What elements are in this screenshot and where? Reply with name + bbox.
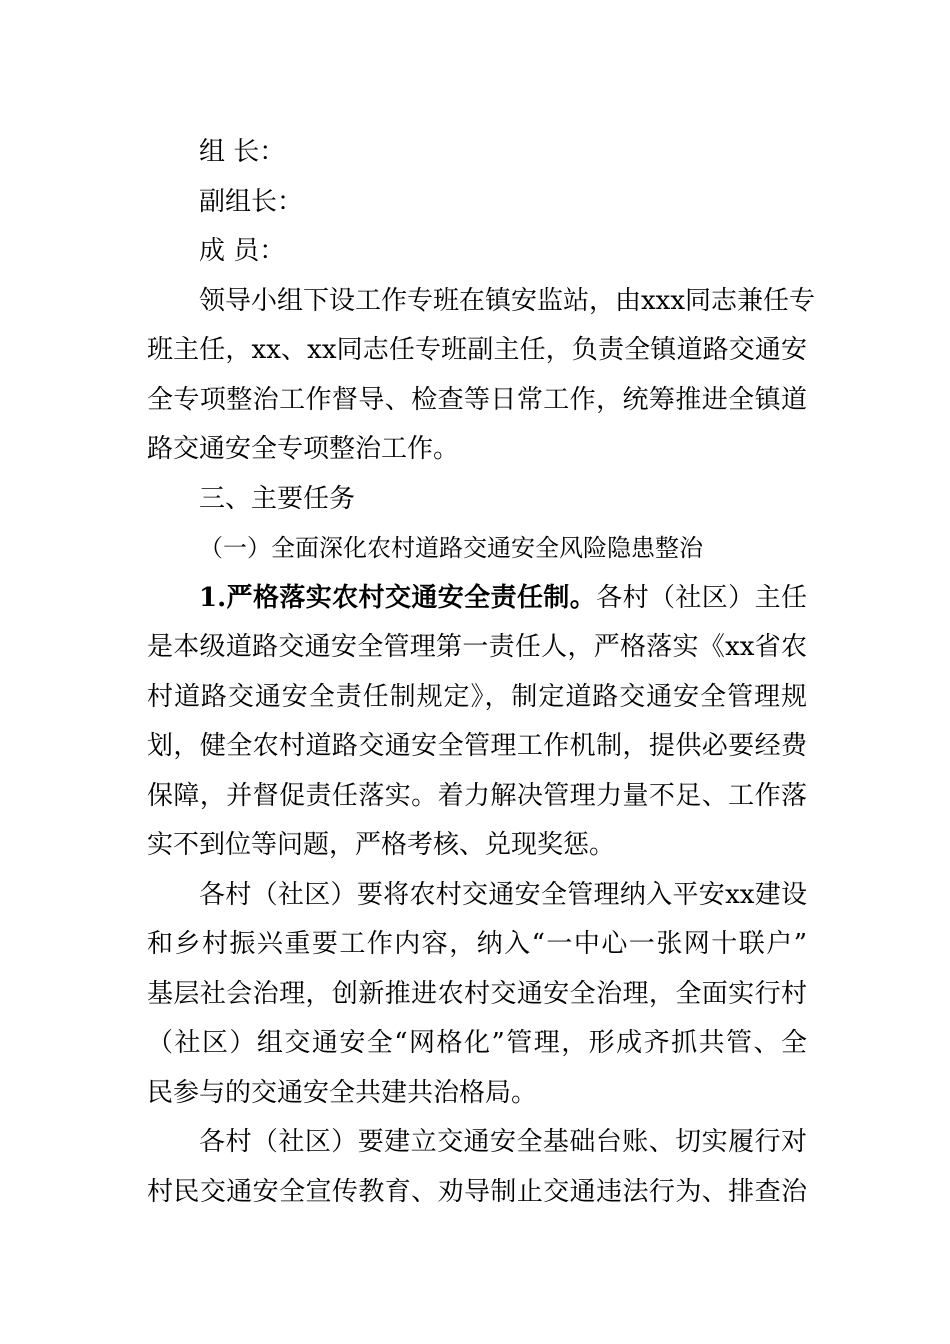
paragraph-line: 各村（社区）要将农村交通安全管理纳入平安xx建设 [199, 879, 807, 910]
paragraph-line: 路交通安全专项整治工作。 [147, 434, 460, 464]
section-heading: 三、主要任务 [199, 483, 356, 514]
paragraph-line: 村民交通安全宣传教育、劝导制止交通违法行为、排查治 [147, 1176, 807, 1207]
paragraph-line: （社区）组交通安全“网格化”管理，形成齐抓共管、全 [147, 1028, 807, 1058]
paragraph-line: 村道路交通安全责任制规定》，制定道路交通安全管理规 [147, 681, 807, 712]
subsection-heading: （一）全面深化农村道路交通安全风险隐患整治 [199, 534, 703, 562]
members-line: 成 员： [199, 236, 286, 266]
paragraph-line: 各村（社区）要建立交通安全基础台账、切实履行对 [199, 1127, 807, 1157]
task-item-title: 1.严格落实农村交通安全责任制。 [199, 582, 597, 613]
paragraph-line: 民参与的交通安全共建共治格局。 [147, 1077, 538, 1108]
paragraph-line: 是本级道路交通安全管理第一责任人，严格落实《xx省农 [147, 632, 807, 662]
paragraph-line: 划，健全农村道路交通安全管理工作机制，提供必要经费 [147, 731, 807, 761]
group-leader-line: 组 长： [199, 137, 286, 167]
paragraph-line: 领导小组下设工作专班在镇安监站，由xxx同志兼任专 [199, 285, 815, 316]
paragraph-line: 和乡村振兴重要工作内容，纳入“一中心一张网十联户” [147, 929, 807, 959]
document-body [147, 128, 815, 1217]
task-item-text: 各村（社区）主任 [596, 582, 807, 613]
paragraph-line: 班主任，xx、xx同志任专班副主任，负责全镇道路交通安 [147, 335, 807, 365]
paragraph-line: 基层社会治理，创新推进农村交通安全治理，全面实行村 [147, 978, 807, 1009]
paragraph-line: 保障，并督促责任落实。着力解决管理力量不足、工作落 [147, 780, 807, 811]
task-item-line [147, 574, 807, 624]
paragraph-line: 全专项整治工作督导、检查等日常工作，统筹推进全镇道 [147, 384, 807, 415]
deputy-leader-line: 副组长： [199, 186, 304, 217]
paragraph-line: 实不到位等问题，严格考核、兑现奖惩。 [147, 830, 616, 860]
